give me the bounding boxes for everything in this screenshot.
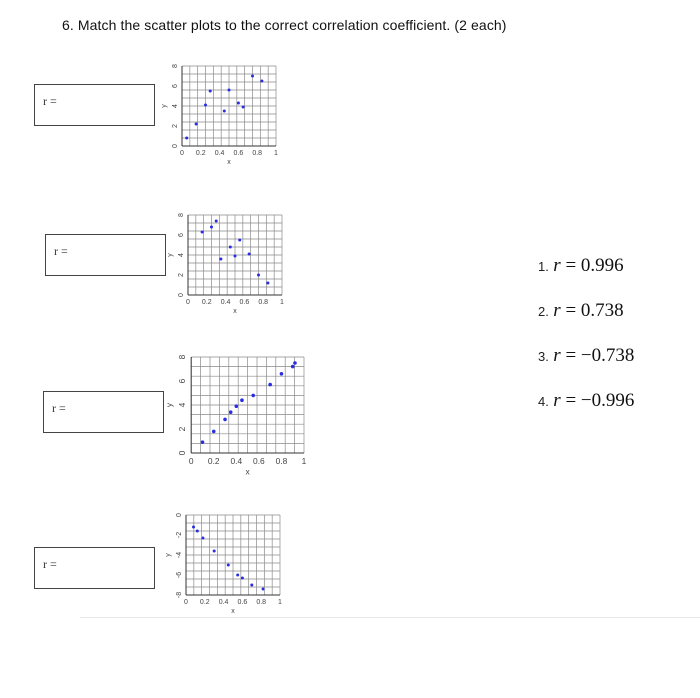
y-tick-label: 6 (178, 233, 185, 237)
y-tick-label: 2 (177, 426, 188, 432)
x-tick-label: 0.6 (237, 599, 248, 606)
scatter-point (280, 372, 284, 376)
option-equation (553, 300, 623, 321)
y-tick-label: -4 (176, 551, 183, 559)
y-tick-label: 8 (177, 354, 188, 360)
x-tick-label: 0.2 (199, 599, 210, 606)
option-variable: r (553, 255, 561, 276)
answer-box-4[interactable] (34, 547, 155, 589)
x-tick-label: 1 (280, 299, 284, 306)
x-axis-label: x (233, 308, 237, 315)
options-list (538, 255, 634, 435)
scatter-point (229, 246, 232, 249)
scatter-point (201, 537, 204, 540)
scatter-point (237, 102, 240, 105)
option-value: = 0.738 (565, 300, 624, 321)
y-tick-label: 0 (177, 450, 188, 456)
scatter-point (238, 239, 241, 242)
scatter-point (291, 365, 295, 369)
scatter-point (213, 550, 216, 553)
option-value: = 0.996 (565, 255, 624, 276)
x-tick-label: 0.6 (233, 150, 244, 157)
answer-label: r = (52, 401, 66, 415)
bottom-divider (80, 617, 700, 618)
x-tick-label: 0.4 (214, 150, 225, 157)
x-axis-label: x (227, 159, 231, 166)
scatter-plot-1 (156, 56, 286, 168)
x-tick-label: 0.8 (256, 599, 267, 606)
x-tick-label: 0.6 (253, 455, 265, 466)
scatter-point (223, 418, 227, 422)
scatter-point (240, 398, 244, 402)
answer-label: r = (54, 244, 68, 258)
answer-label: r = (43, 94, 57, 108)
y-tick-label: 6 (172, 84, 179, 88)
y-tick-label: 4 (172, 104, 179, 108)
scatter-point (195, 123, 198, 126)
y-tick-label: -6 (176, 571, 183, 579)
scatter-point (251, 394, 255, 398)
x-tick-label: 1 (278, 599, 282, 606)
scatter-point (235, 404, 239, 408)
option-number: 1. (538, 259, 549, 274)
y-axis-label: y (161, 104, 168, 108)
option-1 (538, 255, 634, 300)
answer-box-2[interactable] (45, 234, 166, 276)
x-tick-label: 0.2 (201, 299, 212, 306)
scatter-point (242, 106, 245, 109)
option-number: 3. (538, 349, 549, 364)
scatter-point (209, 90, 212, 93)
option-equation (553, 390, 634, 411)
x-axis-label: x (245, 466, 250, 477)
y-tick-label: 2 (172, 124, 179, 128)
option-3 (538, 345, 634, 390)
scatter-point (210, 226, 213, 229)
scatter-point (204, 104, 207, 107)
scatter-point (215, 220, 218, 223)
scatter-point (201, 440, 205, 444)
y-axis-label: y (165, 553, 172, 557)
scatter-point (223, 110, 226, 113)
y-tick-label: 2 (178, 273, 185, 277)
scatter-point (229, 410, 233, 414)
scatter-point (262, 588, 265, 591)
y-tick-label: 0 (178, 293, 185, 297)
scatter-point (266, 282, 269, 285)
x-tick-label: 1 (274, 150, 278, 157)
scatter-point (201, 231, 204, 234)
scatter-point (185, 137, 188, 140)
scatter-point (241, 577, 244, 580)
option-variable: r (553, 300, 561, 321)
x-tick-label: 0.8 (252, 150, 263, 157)
scatter-point (236, 574, 239, 577)
scatter-plot-4 (160, 505, 295, 617)
y-axis-label: y (164, 402, 174, 408)
scatter-point (192, 526, 195, 529)
x-tick-label: 0.8 (275, 455, 288, 466)
y-tick-label: 0 (176, 513, 183, 517)
y-tick-label: -8 (176, 591, 183, 599)
scatter-point (251, 75, 254, 78)
y-tick-label: 4 (178, 253, 185, 257)
y-axis-label: y (167, 253, 174, 257)
y-tick-label: -2 (176, 531, 183, 539)
answer-box-3[interactable] (43, 391, 164, 433)
option-equation (553, 345, 634, 366)
x-tick-label: 0.6 (239, 299, 250, 306)
answer-label: r = (43, 557, 57, 571)
x-tick-label: 0 (184, 599, 188, 606)
scatter-point (260, 80, 263, 83)
x-tick-label: 0 (186, 299, 190, 306)
y-tick-label: 0 (172, 144, 179, 148)
scatter-point (268, 383, 272, 387)
option-value: = −0.738 (565, 345, 635, 366)
scatter-point (257, 274, 260, 277)
scatter-point (219, 258, 222, 261)
scatter-point (227, 564, 230, 567)
x-tick-label: 1 (301, 455, 307, 466)
option-variable: r (553, 390, 561, 411)
option-variable: r (553, 345, 561, 366)
option-value: = −0.996 (565, 390, 635, 411)
answer-box-1[interactable] (34, 84, 155, 126)
option-number: 4. (538, 394, 549, 409)
scatter-point (228, 89, 231, 92)
scatter-plot-2 (162, 205, 297, 317)
x-tick-label: 0 (188, 455, 194, 466)
option-equation (553, 255, 623, 276)
x-tick-label: 0.2 (195, 150, 206, 157)
x-tick-label: 0.4 (230, 455, 243, 466)
y-tick-label: 4 (177, 402, 188, 408)
scatter-point (248, 253, 251, 256)
y-tick-label: 8 (178, 213, 185, 217)
scatter-point (293, 361, 297, 365)
scatter-point (234, 255, 237, 258)
x-tick-label: 0.4 (220, 299, 231, 306)
scatter-plot-3 (160, 345, 325, 485)
option-number: 2. (538, 304, 549, 319)
x-tick-label: 0.2 (207, 455, 220, 466)
scatter-point (212, 430, 216, 434)
x-tick-label: 0 (180, 150, 184, 157)
question-text: 6. Match the scatter plots to the correct correlation coefficient. (2 each) (62, 17, 507, 33)
scatter-point (250, 584, 253, 587)
x-tick-label: 0.8 (258, 299, 269, 306)
scatter-point (196, 530, 199, 533)
y-tick-label: 6 (177, 378, 188, 384)
option-4 (538, 390, 634, 435)
x-axis-label: x (231, 608, 235, 615)
x-tick-label: 0.4 (218, 599, 229, 606)
y-tick-label: 8 (172, 64, 179, 68)
option-2 (538, 300, 634, 345)
